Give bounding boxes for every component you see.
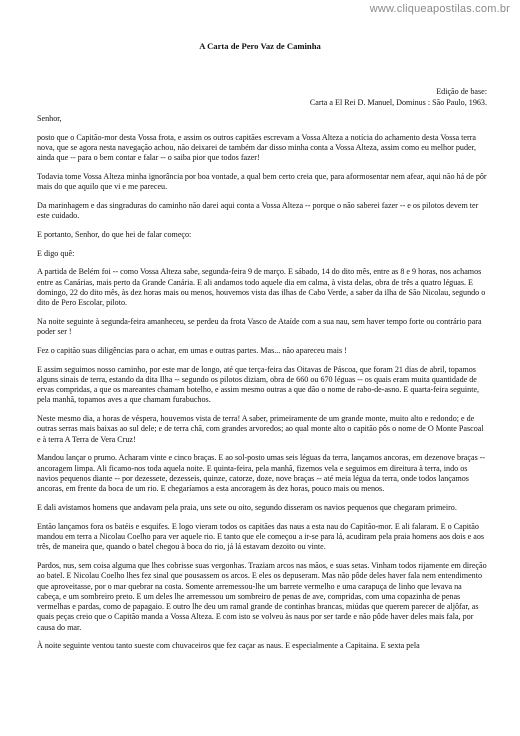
letter-body (37, 114, 487, 660)
paragraph: Fez o capitão suas diligências para o achar, em umas e outras partes. Mas... não apareceu mais ! (37, 345, 347, 355)
paragraph: Mandou lançar o prumo. Acharam vinte e cinco braças. E ao sol-posto umas seis léguas da terra, lançamos ancoras, em dezenove braças -- ancoragem limpa. Ali ficamo-nos toda aquela noite. E quinta-feira, pela manhã, fizemos vela e seguimos em direitura à terra, indo os navios pequenos diante -- por dezessete, dezesseis, quinze, catorze, doze, nove braças -- até meia légua da terra, onde todos lançamos ancoras, em frente da boca de um rio. E chegaríamos a esta ancoragem às dez horas, pouco mais ou menos. (37, 453, 486, 494)
paragraph: À noite seguinte ventou tanto sueste com chuvaceiros que fez caçar as naus. E especialmente a Capitaina. E sexta pela (37, 641, 420, 651)
paragraph: A partida de Belém foi -- como Vossa Alteza sabe, segunda-feira 9 de março. E sábado, 14 do dito mês, entre as 8 e 9 horas, nos achamos entre as Canárias, mais perto da Grande Canária. E ali andamos todo aquele dia em calma, à vista delas, obra de três a quatro léguas. E domingo, 22 do dito mês, às dez horas mais ou menos, houvemos vista das ilhas de Cabo Verde, a saber da ilha de São Nicolau, segundo o dito de Pero Escolar, piloto. (37, 267, 486, 308)
edition-info (310, 86, 487, 108)
paragraph: E dali avistamos homens que andavam pela praia, uns sete ou oito, segundo disseram os navios pequenos que chegaram primeiro. (37, 503, 457, 512)
site-url-watermark: www.cliqueapostilas.com.br (369, 3, 510, 15)
paragraph: E assim seguimos nosso caminho, por este mar de longo, até que terça-feira das Oitavas de Páscoa, que foram 21 dias de abril, topamos alguns sinais de terra, estando da dita Ilha -- segundo os pilotos diziam, obra de 660 ou 670 léguas -- os quais eram muita quantidade de ervas compridas, a que os mareantes chamam botelho, e assim mesmo outras a que dão o nome de rabo-de-asno. E quarta-feira seguinte, pela manhã, topamos aves a que chamam furabuchos. (37, 364, 480, 405)
paragraph: E portanto, Senhor, do que hei de falar começo: (37, 229, 192, 239)
paragraph: Da marinhagem e das singraduras do caminho não darei aqui conta a Vossa Alteza -- porque o não saberei fazer -- e os pilotos devem ter este cuidado. (37, 200, 479, 221)
edition-source: Carta a El Rei D. Manuel, Dominus : São Paulo, 1963. (309, 98, 487, 107)
paragraph: Pardos, nus, sem coisa alguma que lhes cobrisse suas vergonhas. Traziam arcos nas mãos, e suas setas. Vinham todos rijamente em direção ao batel. E Nicolau Coelho lhes fez sinal que pousassem os arcos. E eles os depuseram. Mas não pôde deles haver fala nem entendimento que aproveitasse, por o mar quebrar na costa. Somente arremessou-lhe um barrete vermelho e uma carapuça de linho que levava na cabeça, e um sombreiro preto. E um deles lhe arremessou um sombreiro de penas de ave, compridas, com uma copazinha de penas vermelhas e pardas, como de papagaio. E outro lhe deu um ramal grande de continhas brancas, miúdas que querem parecer de aljôfar, as quais peças creio que o Capitão manda a Vossa Alteza. E com isto se volveu às naus por ser tarde e não pôde haver deles mais fala, por causa do mar. (37, 560, 487, 632)
paragraph: Na noite seguinte à segunda-feira amanheceu, se perdeu da frota Vasco de Ataíde com a sua nau, sem haver tempo forte ou contrário para poder ser ! (37, 316, 482, 337)
paragraph: Neste mesmo dia, a horas de véspera, houvemos vista de terra! A saber, primeiramente de um grande monte, muito alto e redondo; e de outras serras mais baixas ao sul dele; e de terra chã, com grandes arvoredos; ao qual monte alto o capitão pôs o nome de O Monte Pascoal e à terra A Terra de Vera Cruz! (37, 414, 484, 444)
paragraph: posto que o Capitão-mor desta Vossa frota, e assim os outros capitães escrevam a Vossa Alteza a notícia do achamento desta Vossa terra nova, que se agora nesta navegação achou, não deixarei de também dar disso minha conta a Vossa Alteza, assim como eu melhor puder, ainda que -- para o bem contar e falar -- o saiba pior que todos fazer! (37, 132, 476, 163)
paragraph: Todavia tome Vossa Alteza minha ignorância por boa vontade, a qual bem certo creia que, para aformosentar nem afear, aqui não há de pôr mais do que aquilo que vi e me pareceu. (37, 171, 487, 192)
paragraph-salutation: Senhor, (37, 114, 62, 123)
paragraph: Então lançamos fora os batéis e esquifes. E logo vieram todos os capitães das naus a esta nau do Capitão-mor. E ali falaram. E o Capitão mandou em terra a Nicolau Coelho para ver aquele rio. E tanto que ele começou a ir-se para lá, acudiram pela praia homens aos dois e aos três, de maneira que, quando o batel chegou à boca do rio, já lá estavam dezoito ou vinte. (37, 521, 485, 552)
document-title: A Carta de Pero Vaz de Caminha (199, 41, 321, 51)
paragraph: E digo quê: (37, 248, 75, 258)
edition-label: Edição de base: (436, 87, 487, 96)
